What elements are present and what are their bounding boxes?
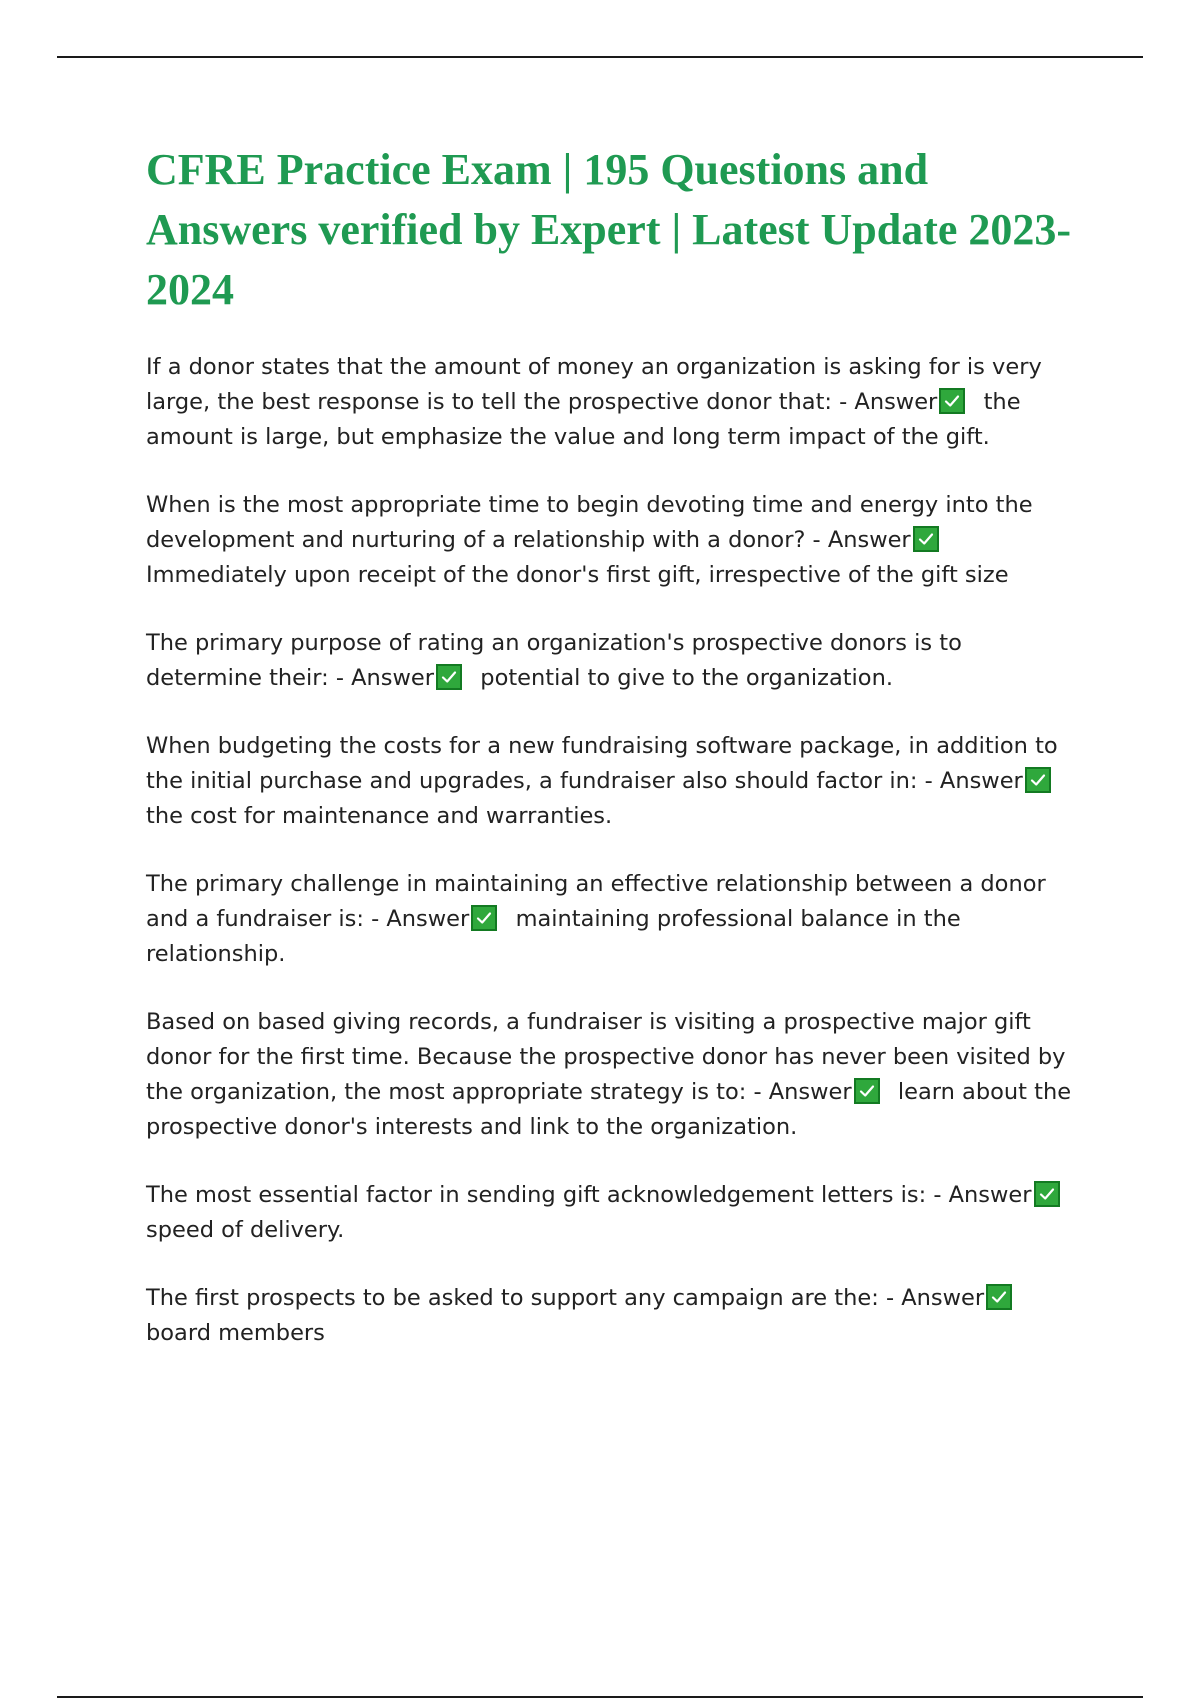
check-mark-icon <box>1034 1181 1060 1207</box>
answer-text: board members <box>146 1320 325 1346</box>
answer-prefix: - Answer <box>328 665 434 691</box>
answer-prefix: - Answer <box>926 1182 1032 1208</box>
answer-prefix: - Answer <box>363 906 470 932</box>
check-mark-icon <box>854 1078 880 1104</box>
check-mark-icon <box>1025 767 1051 793</box>
answer-prefix: - Answer <box>805 527 911 553</box>
top-rule <box>57 56 1143 58</box>
qa-item <box>146 1281 1076 1351</box>
answer-prefix: - Answer <box>917 768 1023 794</box>
question-text: If a donor states that the amount of money an organization is asking for is very large, the best response is to tell the prospective donor that: <box>146 354 1042 415</box>
question-text: The primary challenge in maintaining an effective relationship between a donor and a fundraiser is: <box>146 871 1046 932</box>
answer-text: the amount is large, but emphasize the value and long term impact of the gift. <box>146 389 1021 450</box>
qa-item <box>146 1178 1076 1248</box>
question-text: When is the most appropriate time to begin devoting time and energy into the development and nurturing of a relationship with a donor? <box>146 492 1033 553</box>
qa-item <box>146 1005 1076 1145</box>
page-content <box>146 140 1076 1384</box>
question-text: When budgeting the costs for a new fundraising software package, in addition to the initial purchase and upgrades, a fundraiser also should factor in: <box>146 733 1058 794</box>
page-title: CFRE Practice Exam | 195 Questions and Answers verified by Expert | Latest Update 2023-2024 <box>146 145 1072 314</box>
check-mark-icon <box>986 1284 1012 1310</box>
qa-item <box>146 729 1076 834</box>
qa-list <box>146 350 1076 1351</box>
question-text: Based on based giving records, a fundraiser is visiting a prospective major gift donor for the first time. Because the prospective donor has never been visited by the organization, the most appropriate strategy is to: <box>146 1009 1066 1105</box>
answer-text: Immediately upon receipt of the donor's first gift, irrespective of the gift size <box>146 562 1009 588</box>
answer-text: speed of delivery. <box>146 1217 345 1243</box>
answer-prefix: - Answer <box>746 1079 852 1105</box>
bottom-rule <box>57 1696 1143 1698</box>
question-text: The primary purpose of rating an organization's prospective donors is to determine their: <box>146 630 962 691</box>
qa-item <box>146 867 1076 972</box>
answer-prefix: - Answer <box>832 389 938 415</box>
answer-text: the cost for maintenance and warranties. <box>146 803 613 829</box>
check-mark-icon <box>436 664 462 690</box>
check-mark-icon <box>913 526 939 552</box>
check-mark-icon <box>471 905 497 931</box>
qa-item <box>146 488 1076 593</box>
answer-prefix: - Answer <box>878 1285 985 1311</box>
check-mark-icon <box>939 388 965 414</box>
question-text: The first prospects to be asked to support any campaign are the: <box>146 1285 879 1311</box>
question-text: The most essential factor in sending gift acknowledgement letters is: <box>146 1182 927 1208</box>
qa-item <box>146 350 1076 455</box>
answer-text: maintaining professional balance in the relationship. <box>146 906 961 967</box>
answer-text: potential to give to the organization. <box>480 665 893 691</box>
answer-text: learn about the prospective donor's interests and link to the organization. <box>146 1079 1072 1140</box>
qa-item <box>146 626 1076 696</box>
